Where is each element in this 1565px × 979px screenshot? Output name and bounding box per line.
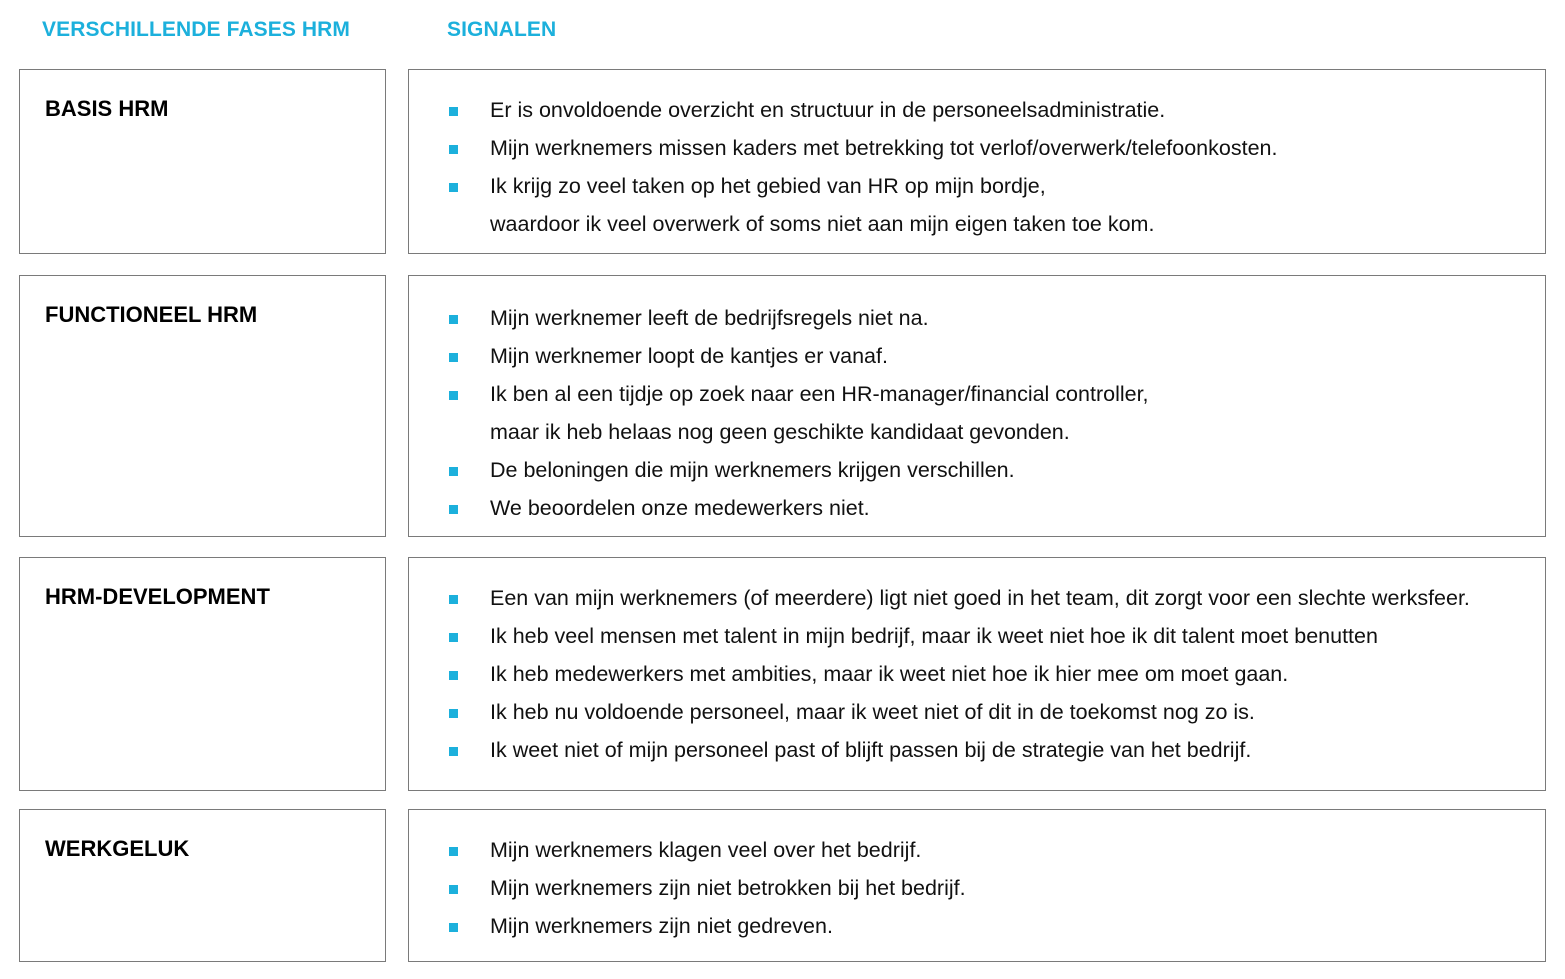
phase-name: BASIS HRM [45, 96, 169, 121]
phase-row [0, 275, 1565, 537]
phase-name: HRM-DEVELOPMENT [45, 584, 270, 609]
signal-text: Mijn werknemers missen kaders met betrekking tot verlof/overwerk/telefoonkosten. [490, 136, 1278, 160]
signal-text: maar ik heb helaas nog geen geschikte kandidaat gevonden. [490, 420, 1070, 444]
signal-text: Ik ben al een tijdje op zoek naar een HR-manager/financial controller, [490, 382, 1149, 406]
square-bullet-icon [449, 315, 458, 324]
signal-item [409, 731, 1545, 769]
signal-text: De beloningen die mijn werknemers krijgen verschillen. [490, 458, 1015, 482]
signals-list [409, 579, 1545, 769]
signal-text: waardoor ik veel overwerk of soms niet aan mijn eigen taken toe kom. [490, 212, 1155, 236]
square-bullet-icon [449, 391, 458, 400]
signals-cell [408, 69, 1546, 254]
signal-text: Ik weet niet of mijn personeel past of blijft passen bij de strategie van het bedrijf. [490, 738, 1252, 762]
phase-row [0, 809, 1565, 962]
signal-item [409, 91, 1545, 129]
phase-name: FUNCTIONEEL HRM [45, 302, 258, 327]
signal-item [409, 299, 1545, 337]
square-bullet-icon [449, 183, 458, 192]
signal-item [409, 451, 1545, 489]
phases-column-heading: VERSCHILLENDE FASES HRM [42, 18, 350, 41]
square-bullet-icon [449, 145, 458, 154]
signal-text: Ik heb veel mensen met talent in mijn bedrijf, maar ik weet niet hoe ik dit talent moet benutten [490, 624, 1378, 648]
signal-text: Er is onvoldoende overzicht en structuur in de personeelsadministratie. [490, 98, 1166, 122]
square-bullet-icon [449, 505, 458, 514]
phase-name: WERKGELUK [45, 836, 190, 861]
signals-column-heading: SIGNALEN [447, 18, 557, 41]
signal-item [409, 579, 1545, 617]
phase-cell [19, 69, 386, 254]
signals-cell [408, 557, 1546, 791]
square-bullet-icon [449, 709, 458, 718]
signal-item [409, 869, 1545, 907]
square-bullet-icon [449, 633, 458, 642]
signals-cell [408, 275, 1546, 537]
signals-list [409, 299, 1545, 527]
square-bullet-icon [449, 923, 458, 932]
phase-cell [19, 275, 386, 537]
phase-cell [19, 557, 386, 791]
signal-item [409, 831, 1545, 869]
signal-item [409, 693, 1545, 731]
square-bullet-icon [449, 353, 458, 362]
signal-text: Mijn werknemers klagen veel over het bedrijf. [490, 838, 922, 862]
square-bullet-icon [449, 747, 458, 756]
square-bullet-icon [449, 885, 458, 894]
square-bullet-icon [449, 847, 458, 856]
signal-text: Een van mijn werknemers (of meerdere) ligt niet goed in het team, dit zorgt voor een slechte werksfeer. [490, 586, 1470, 610]
phase-cell [19, 809, 386, 962]
square-bullet-icon [449, 595, 458, 604]
signal-item [409, 337, 1545, 375]
signal-item [409, 129, 1545, 167]
signal-item [409, 375, 1545, 451]
signals-cell [408, 809, 1546, 962]
signals-list [409, 831, 1545, 945]
signal-text: Mijn werknemer loopt de kantjes er vanaf. [490, 344, 888, 368]
phase-row [0, 69, 1565, 254]
signal-text: Mijn werknemer leeft de bedrijfsregels niet na. [490, 306, 929, 330]
signal-text: We beoordelen onze medewerkers niet. [490, 496, 870, 520]
square-bullet-icon [449, 671, 458, 680]
signal-item [409, 489, 1545, 527]
signal-text: Ik heb nu voldoende personeel, maar ik weet niet of dit in de toekomst nog zo is. [490, 700, 1255, 724]
square-bullet-icon [449, 107, 458, 116]
square-bullet-icon [449, 467, 458, 476]
signal-text: Mijn werknemers zijn niet gedreven. [490, 914, 833, 938]
phase-row [0, 557, 1565, 791]
signal-item [409, 655, 1545, 693]
signal-text: Mijn werknemers zijn niet betrokken bij het bedrijf. [490, 876, 966, 900]
signal-text: Ik heb medewerkers met ambities, maar ik weet niet hoe ik hier mee om moet gaan. [490, 662, 1289, 686]
signal-item [409, 167, 1545, 243]
signal-text: Ik krijg zo veel taken op het gebied van HR op mijn bordje, [490, 174, 1046, 198]
signal-item [409, 907, 1545, 945]
signals-list [409, 91, 1545, 243]
signal-item [409, 617, 1545, 655]
